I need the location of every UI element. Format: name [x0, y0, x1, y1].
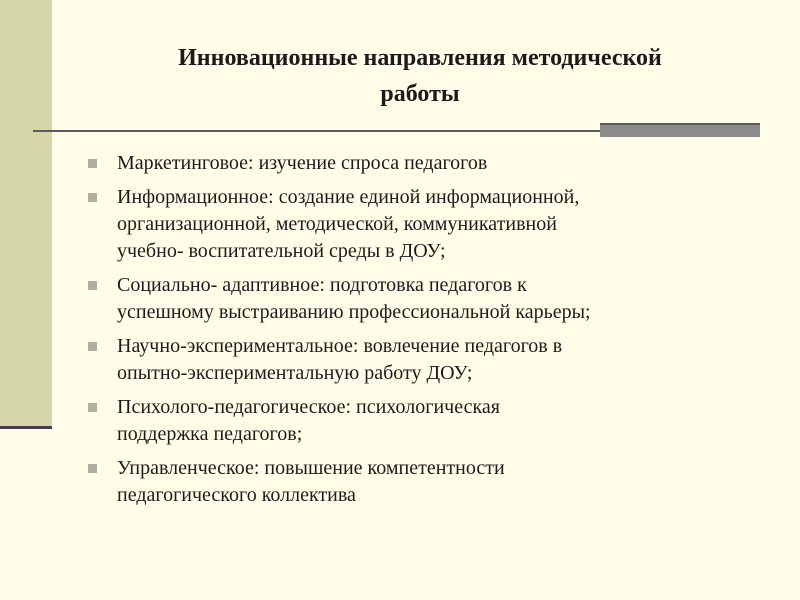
bullet-item-scientific-experimental [88, 333, 778, 387]
bullet-line: опытно-экспериментальную работу ДОУ; [117, 362, 473, 384]
title-divider-block [600, 123, 760, 137]
bullet-list [88, 150, 778, 516]
square-bullet-icon [88, 159, 97, 168]
square-bullet-icon [88, 403, 97, 412]
bullet-item-psychological-pedagogical [88, 394, 778, 448]
bullet-line: Информационное: создание единой информационной, [117, 186, 580, 208]
bullet-line: Управленческое: повышение компетентности [117, 457, 505, 479]
title-line-2: работы [380, 81, 460, 107]
slide-title [80, 40, 760, 112]
bullet-line: поддержка педагогов; [117, 423, 303, 445]
bullet-item-managerial [88, 455, 778, 509]
left-bar-underline [0, 426, 52, 429]
bullet-line: успешному выстраиванию профессиональной карьеры; [117, 301, 591, 323]
bullet-line: Маркетинговое: изучение спроса педагогов [117, 152, 488, 174]
square-bullet-icon [88, 193, 97, 202]
square-bullet-icon [88, 281, 97, 290]
bullet-line: педагогического коллектива [117, 484, 356, 506]
title-line-1: Инновационные направления методической [178, 45, 662, 71]
bullet-item-social-adaptive [88, 272, 778, 326]
bullet-item-marketing [88, 150, 778, 177]
bullet-line: Научно-экспериментальное: вовлечение педагогов в [117, 335, 563, 357]
title-divider-block-edge [600, 123, 760, 125]
bullet-item-information [88, 184, 778, 265]
bullet-line: учебно- воспитательной среды в ДОУ; [117, 240, 446, 262]
bullet-line: Психолого-педагогическое: психологическая [117, 396, 500, 418]
square-bullet-icon [88, 464, 97, 473]
bullet-line: Социально- адаптивное: подготовка педагогов к [117, 274, 527, 296]
bullet-line: организационной, методической, коммуникативной [117, 213, 557, 235]
square-bullet-icon [88, 342, 97, 351]
left-decorative-bar [0, 0, 52, 426]
